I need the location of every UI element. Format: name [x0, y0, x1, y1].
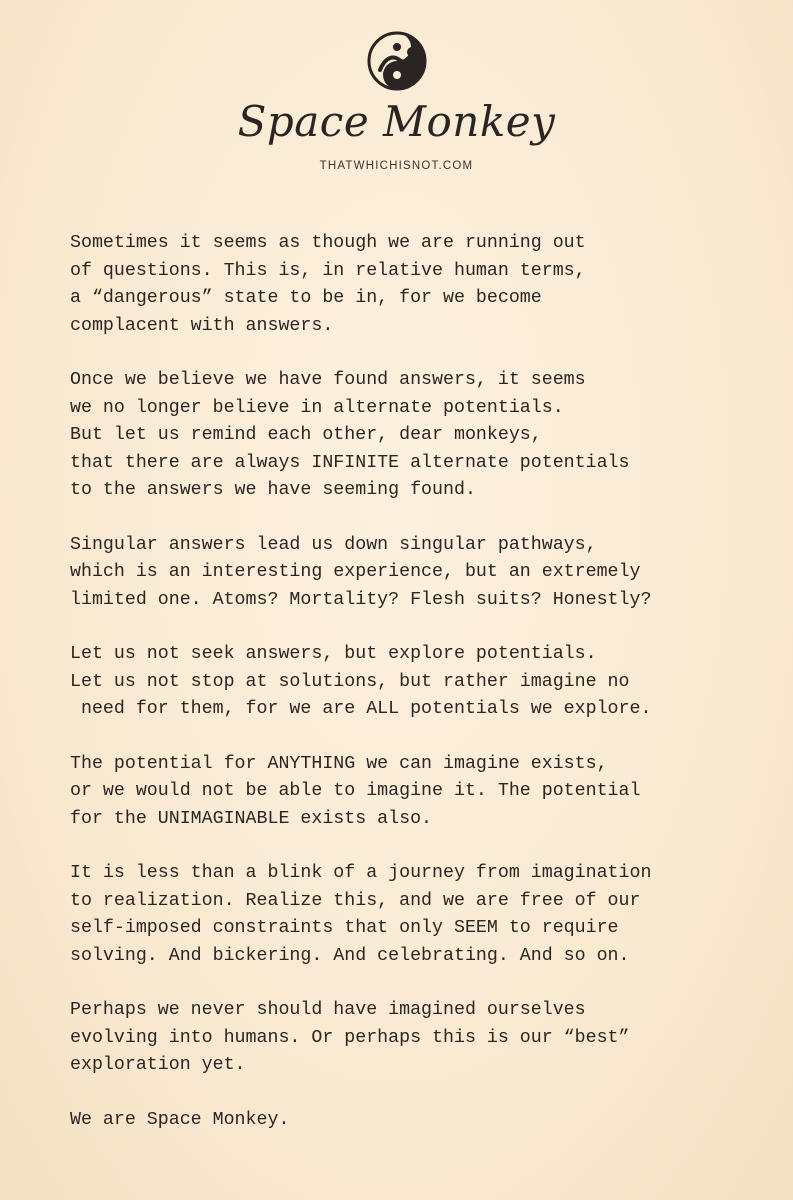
paragraph [70, 230, 760, 340]
text-line: evolving into humans. Or perhaps this is our “best” [70, 1027, 630, 1048]
text-line: complacent with answers. [70, 315, 334, 336]
text-line: Sometimes it seems as though we are running out [70, 233, 586, 253]
text-line: exploration yet. [70, 1055, 246, 1075]
text-line: or we would not be able to imagine it. The potential [70, 781, 641, 801]
text-line: Let us not stop at solutions, but rather imagine no [70, 671, 630, 692]
text-line: Once we believe we have found answers, it seems [70, 370, 586, 390]
text-line: to realization. Realize this, and we are free of our [70, 890, 641, 911]
page-header [0, 30, 793, 172]
signature-line: We are Space Monkey. [70, 1109, 290, 1130]
site-url: THATWHICHISNOT.COM [319, 160, 474, 172]
text-line: Let us not seek answers, but explore potentials. [70, 644, 597, 664]
text-line: to the answers we have seeming found. [70, 480, 476, 500]
text-line: limited one. Atoms? Mortality? Flesh suits? Honestly? [70, 589, 652, 610]
text-line: The potential for ANYTHING we can imagine exists, [70, 753, 608, 774]
paragraph [70, 367, 760, 505]
text-line: solving. And bickering. And celebrating. And so on. [70, 945, 630, 966]
text-line: Perhaps we never should have imagined ourselves [70, 1000, 586, 1020]
text-line: Singular answers lead us down singular pathways, [70, 534, 597, 555]
yin-yang-monkey-icon [366, 30, 428, 92]
text-line: It is less than a blink of a journey from imagination [70, 863, 652, 883]
text-line: a “dangerous” state to be in, for we become [70, 288, 542, 308]
text-line: self-imposed constraints that only SEEM to require [70, 918, 619, 938]
text-line: we no longer believe in alternate potentials. [70, 397, 564, 418]
text-line: for the UNIMAGINABLE exists also. [70, 808, 433, 829]
text-line: But let us remind each other, dear monkeys, [70, 425, 542, 445]
text-line: which is an interesting experience, but an extremely [70, 562, 641, 582]
paragraph [70, 1107, 760, 1135]
paragraph [70, 751, 760, 834]
poem-body [70, 230, 760, 1161]
paragraph [70, 532, 760, 615]
paragraph [70, 860, 760, 970]
text-line: need for them, for we are ALL potentials we explore. [70, 699, 652, 719]
text-line: that there are always INFINITE alternate potentials [70, 452, 630, 473]
text-line: of questions. This is, in relative human terms, [70, 260, 586, 281]
paragraph [70, 641, 760, 724]
brand-title: Space Monkey [237, 97, 556, 146]
paragraph [70, 997, 760, 1080]
